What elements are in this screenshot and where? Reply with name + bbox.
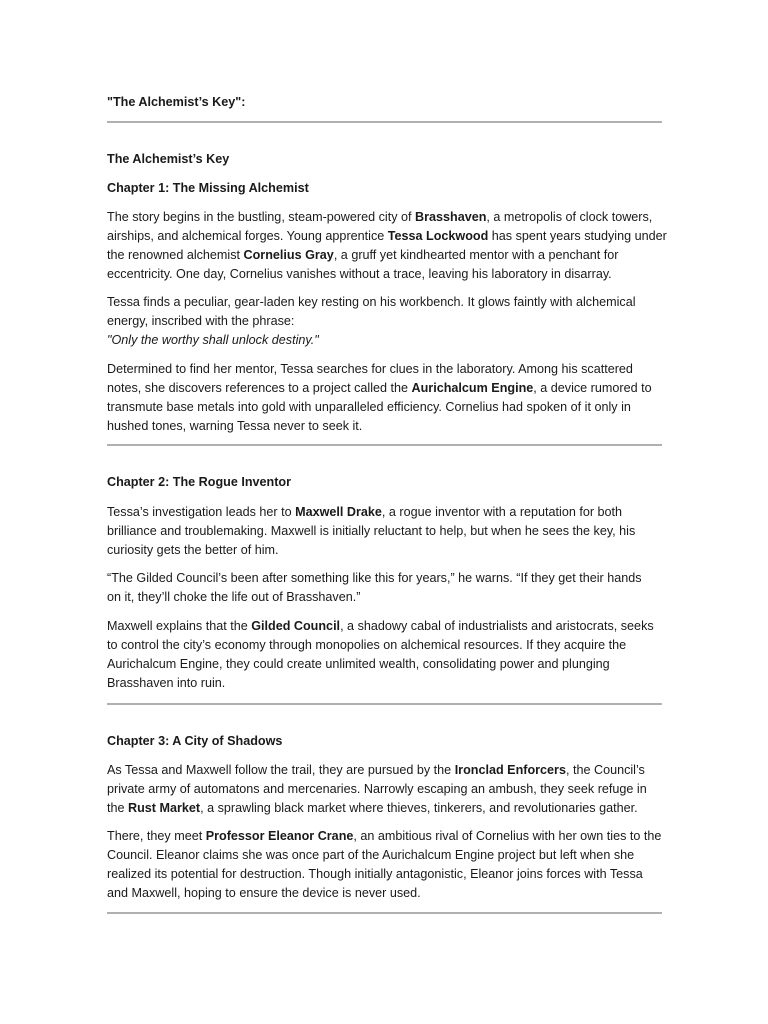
text-line: private army of automatons and mercenaries. Narrowly escaping an ambush, they seek refuge in — [107, 782, 647, 796]
document-label: "The Alchemist’s Key": — [107, 95, 246, 109]
text-line: notes, she discovers references to a project called the Aurichalcum Engine, a device rumored to — [107, 381, 652, 395]
divider — [107, 703, 662, 705]
text-line: The story begins in the bustling, steam-powered city of Brasshaven, a metropolis of clock towers, — [107, 210, 653, 224]
text-line: Tessa’s investigation leads her to Maxwell Drake, a rogue inventor with a reputation for both — [107, 505, 623, 519]
text-line: “The Gilded Council’s been after something like this for years,” he warns. “If they get their hands — [107, 571, 642, 585]
paragraph — [107, 293, 636, 350]
text-line: Tessa finds a peculiar, gear-laden key resting on his workbench. It glows faintly with alchemical — [107, 295, 636, 309]
text-line: Determined to find her mentor, Tessa searches for clues in the laboratory. Among his scattered — [107, 362, 633, 376]
text-line: Brasshaven into ruin. — [107, 676, 226, 690]
text-line: hushed tones, warning Tessa never to seek it. — [107, 419, 363, 433]
text-line: Maxwell explains that the Gilded Council, a shadowy cabal of industrialists and aristocrats, seeks — [107, 619, 654, 633]
paragraph — [107, 569, 642, 607]
text-line: energy, inscribed with the phrase: — [107, 314, 295, 328]
divider — [107, 912, 662, 914]
paragraph — [107, 503, 635, 560]
paragraph — [107, 360, 652, 436]
text-line: brilliance and troublemaking. Maxwell is initially reluctant to help, but when he sees the key, his — [107, 524, 636, 538]
text-line: the Rust Market, a sprawling black market where thieves, tinkerers, and revolutionaries gather. — [107, 801, 638, 815]
text-line: curiosity gets the better of him. — [107, 543, 279, 557]
text-line: As Tessa and Maxwell follow the trail, they are pursued by the Ironclad Enforcers, the Council’s — [107, 763, 645, 777]
inscription-quote: "Only the worthy shall unlock destiny." — [107, 333, 319, 347]
text-line: and Maxwell, hoping to ensure the device is never used. — [107, 886, 421, 900]
story-title: The Alchemist’s Key — [107, 152, 230, 166]
paragraph — [107, 761, 647, 818]
paragraph — [107, 827, 661, 903]
paragraph — [107, 208, 667, 284]
text-line: realized its potential for destruction. Though initially antagonistic, Eleanor joins forces with Tessa — [107, 867, 643, 881]
text-line: There, they meet Professor Eleanor Crane, an ambitious rival of Cornelius with her own ties to the — [107, 829, 662, 843]
chapter-heading: Chapter 2: The Rogue Inventor — [107, 475, 292, 489]
text-line: airships, and alchemical forges. Young apprentice Tessa Lockwood has spent years studying under — [107, 229, 667, 243]
text-line: to control the city’s economy through monopolies on alchemical resources. If they acquire the — [107, 638, 627, 652]
text-line: Council. Eleanor claims she was once part of the Aurichalcum Engine project but left when she — [107, 848, 635, 862]
text-line: transmute base metals into gold with unparalleled efficiency. Cornelius had spoken of it only in — [107, 400, 631, 414]
divider — [107, 121, 662, 123]
text-line: eccentricity. One day, Cornelius vanishes without a trace, leaving his laboratory in disarray. — [107, 267, 612, 281]
paragraph — [107, 617, 654, 693]
divider — [107, 444, 662, 446]
text-line: Aurichalcum Engine, they could create unlimited wealth, consolidating power and plunging — [107, 657, 610, 671]
text-line: on it, they’ll choke the life out of Brasshaven.” — [107, 590, 361, 604]
chapter-heading: Chapter 3: A City of Shadows — [107, 734, 283, 748]
text-line: the renowned alchemist Cornelius Gray, a gruff yet kindhearted mentor with a penchant for — [107, 248, 619, 262]
chapter-heading: Chapter 1: The Missing Alchemist — [107, 181, 309, 195]
